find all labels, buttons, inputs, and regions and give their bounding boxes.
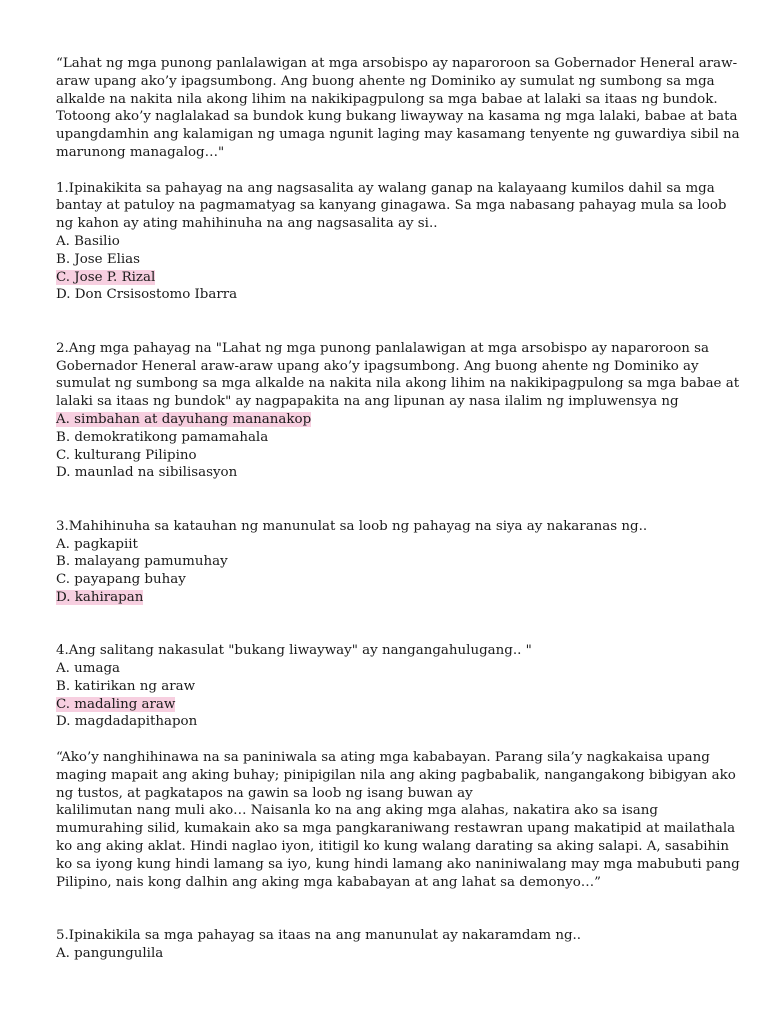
- question-text: 5.Ipinakikila sa mga pahayag sa itaas na ang manunulat ay nakaramdam ng..: [56, 928, 582, 944]
- choice-a: A. pangungulila: [56, 945, 164, 961]
- question-text: sumulat ng sumbong sa mga alkalde na nakita nila akong lihim na nakikipagpulong sa mga babae at: [56, 376, 740, 392]
- question-3: [56, 518, 712, 607]
- question-1: [56, 180, 727, 305]
- passage-line: ko sa iyong kung hindi lamang sa iyo, kung hindi lamang ako naniniwalang may mga mabubuti pang: [56, 856, 740, 872]
- choice-c: C. kulturang Pilipino: [56, 447, 197, 463]
- question-text: lalaki sa itaas ng bundok" ay nagpapakita na ang lipunan ay nasa ilalim ng impluwensya ng: [56, 394, 679, 410]
- choice-b: B. Jose Elias: [56, 251, 141, 267]
- choice-c: C. payapang buhay: [56, 572, 186, 588]
- choice-c-highlighted: C. madaling araw: [56, 696, 176, 712]
- passage-line: ko ang aking aklat. Hindi naglao iyon, ititigil ko kung walang darating sa aking salapi. A, sasabihin: [56, 839, 730, 855]
- choice-d: D. maunlad na sibilisasyon: [56, 465, 238, 481]
- choice-c-highlighted: C. Jose P. Rizal: [56, 269, 156, 285]
- passage-line: Totoong ako’y naglalakad sa bundok kung bukang liwayway na kasama ng mga lalaki, babae at bata: [56, 109, 738, 125]
- choice-d: D. magdadapithapon: [56, 714, 198, 730]
- question-4: [56, 642, 712, 731]
- question-5: [56, 927, 712, 963]
- passage-line: Pilipino, nais kong dalhin ang aking mga kababayan at ang lahat sa demonyo…”: [56, 874, 602, 890]
- choice-a: A. pagkapiit: [56, 536, 138, 552]
- question-text: 2.Ang mga pahayag na "Lahat ng mga punong panlalawigan at mga arsobispo ay naparoroon sa: [56, 340, 710, 356]
- question-2: [56, 340, 740, 482]
- passage-line: “Lahat ng mga punong panlalawigan at mga arsobispo ay naparoroon sa Gobernador Heneral araw-: [56, 56, 738, 71]
- question-text: 4.Ang salitang nakasulat "bukang liwayway" ay nangangahulugang.. ": [56, 643, 532, 659]
- choice-a: A. umaga: [56, 661, 121, 677]
- choice-b: B. demokratikong pamamahala: [56, 429, 269, 445]
- question-text: 1.Ipinakikita sa pahayag na ang nagsasalita ay walang ganap na kalayaang kumilos dahil sa mga: [56, 180, 715, 196]
- passage-line: upangdamhin ang kalamigan ng umaga ngunit laging may kasamang tenyente ng guwardiya sibil na: [56, 127, 740, 143]
- passage-line: araw upang ako’y ipagsumbong. Ang buong ahente ng Dominiko ay sumulat ng sumbong sa mga: [56, 73, 715, 89]
- passage-line: marunong managalog…": [56, 144, 225, 160]
- choice-a: A. Basilio: [56, 233, 120, 249]
- passage-1: [56, 55, 740, 162]
- passage-line: maging mapait ang aking buhay; pinipigilan nila ang aking pagbabalik, nangangakong bibigyan ako: [56, 767, 736, 783]
- passage-line: “Ako’y nanghihinawa na sa paniniwala sa ating mga kababayan. Parang sila’y nagkakaisa upang: [56, 750, 710, 766]
- passage-line: alkalde na nakita nila akong lihim na nakikipagpulong sa mga babae at lalaki sa itaas ng bundok.: [56, 91, 718, 107]
- question-text: Gobernador Heneral araw-araw upang ako’y ipagsumbong. Ang buong ahente ng Dominiko ay: [56, 358, 699, 374]
- question-text: bantay at patuloy na pagmamatyag sa kanyang ginagawa. Sa mga nabasang pahayag mula sa loob: [56, 198, 727, 214]
- choice-d-highlighted: D. kahirapan: [56, 589, 144, 605]
- choice-b: B. malayang pamumuhay: [56, 554, 228, 570]
- passage-2: [56, 749, 740, 891]
- question-text: ng kahon ay ating mahihinuha na ang nagsasalita ay si..: [56, 216, 438, 232]
- passage-line: mumurahing silid, kumakain ako sa mga pangkaraniwang restawran upang makatipid at mailathala: [56, 821, 736, 837]
- question-text: 3.Mahihinuha sa katauhan ng manunulat sa loob ng pahayag na siya ay nakaranas ng..: [56, 518, 648, 534]
- passage-line: ng tustos, at pagkatapos na gawin sa loob ng isang buwan ay: [56, 785, 473, 801]
- passage-line: kalilimutan nang muli ako… Naisanla ko na ang aking mga alahas, nakatira ako sa isang: [56, 803, 658, 819]
- choice-d: D. Don Crsisostomo Ibarra: [56, 287, 238, 303]
- choice-b: B. katirikan ng araw: [56, 678, 196, 694]
- choice-a-highlighted: A. simbahan at dayuhang mananakop: [56, 411, 312, 427]
